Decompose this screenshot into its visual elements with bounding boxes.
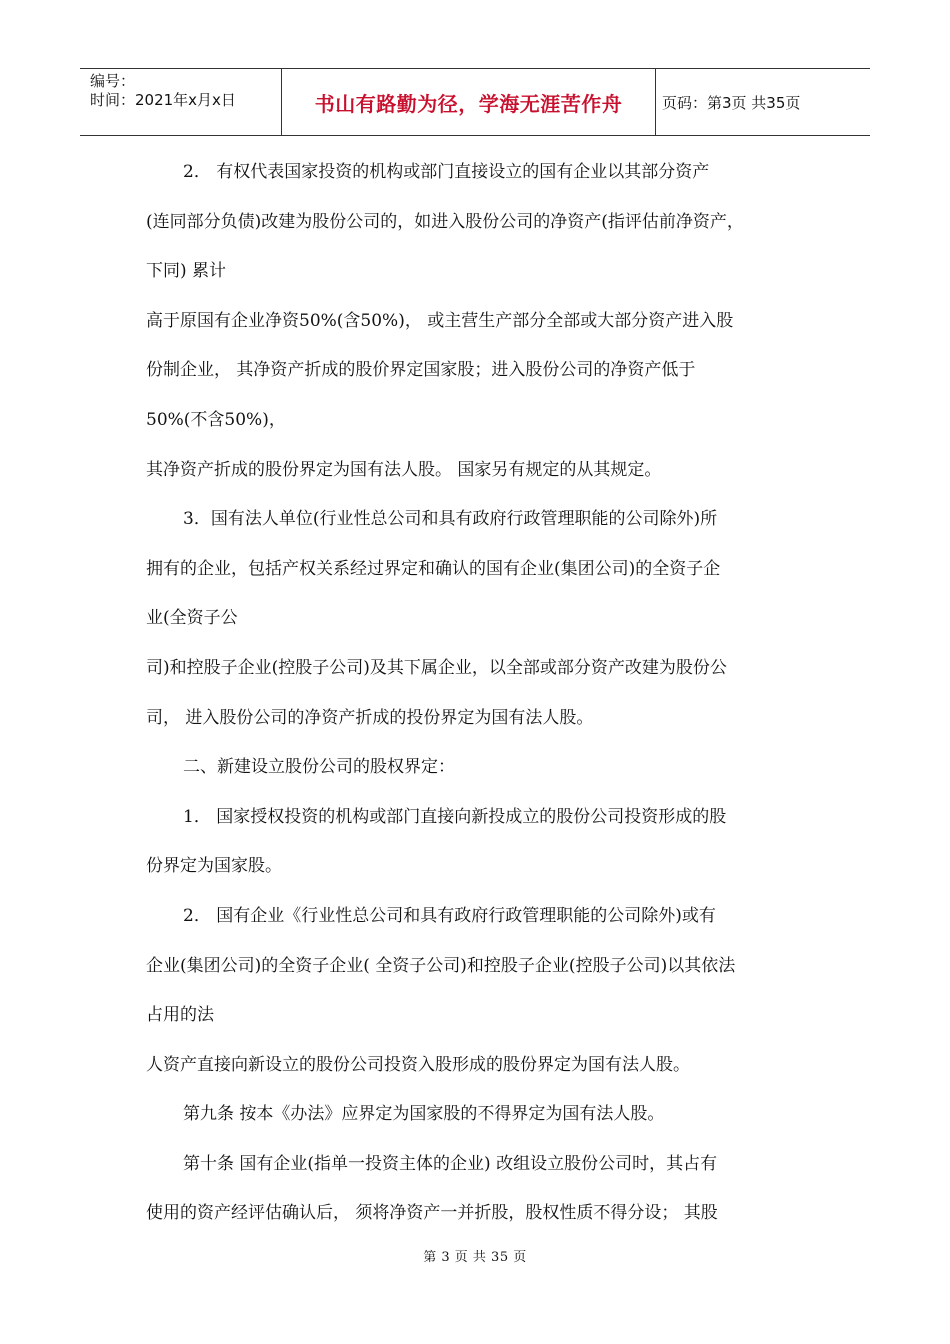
- body-line: 业(全资子公: [146, 608, 238, 629]
- body-line: 下同) 累计: [146, 261, 227, 282]
- body-line: 2． 有权代表国家投资的机构或部门直接设立的国有企业以其部分资产: [183, 162, 710, 182]
- body-line: 使用的资产经评估确认后， 须将净资产一并折股，股权性质不得分设； 其股: [146, 1203, 718, 1224]
- header-motto: 书山有路勤为径，学海无涯苦作舟: [282, 69, 656, 135]
- page-footer: 第 3 页 共 35 页: [423, 1250, 527, 1265]
- body-line: 50%(不含50%)，: [146, 409, 286, 430]
- document-body: [146, 148, 816, 1239]
- header-meta-cell: [80, 69, 282, 135]
- body-line: 第十条 国有企业(指单一投资主体的企业) 改组设立股份公司时，其占有: [183, 1153, 718, 1174]
- body-line: 份制企业， 其净资产折成的股价界定国家股；进入股份公司的净资产低于: [146, 360, 696, 381]
- document-header: [80, 68, 870, 136]
- body-line: 司， 进入股份公司的净资产折成的投份界定为国有法人股。: [146, 707, 594, 728]
- body-line: 司)和控股子企业(控股子公司)及其下属企业，以全部或部分资产改建为股份公: [146, 657, 727, 678]
- body-line: 份界定为国家股。: [146, 856, 282, 877]
- document-date-label: 时间：2021年x月x日: [90, 91, 236, 109]
- body-line: 第九条 按本《办法》应界定为国家股的不得界定为国有法人股。: [183, 1104, 665, 1125]
- body-line: 二、新建设立股份公司的股权界定：: [183, 757, 455, 778]
- body-line: 人资产直接向新设立的股份公司投资入股形成的股份界定为国有法人股。: [146, 1054, 690, 1075]
- body-line: 3．国有法人单位(行业性总公司和具有政府行政管理职能的公司除外)所: [183, 509, 718, 530]
- body-line: 其净资产折成的股份界定为国有法人股。 国家另有规定的从其规定。: [146, 459, 662, 480]
- body-line: 1． 国家授权投资的机构或部门直接向新投成立的股份公司投资形成的股: [183, 806, 727, 827]
- header-page-label: 页码：第3页 共35页: [662, 93, 801, 112]
- document-number-label: 编号：: [90, 72, 136, 90]
- body-line: 占用的法: [146, 1005, 214, 1026]
- body-line: (连同部分负债)改建为股份公司的，如进入股份公司的净资产(指评估前净资产，: [146, 211, 744, 232]
- body-line: 拥有的企业，包括产权关系经过界定和确认的国有企业(集团公司)的全资子企: [146, 558, 721, 579]
- body-line: 2． 国有企业《行业性总公司和具有政府行政管理职能的公司除外)或有: [183, 905, 716, 926]
- body-line: 企业(集团公司)的全资子企业( 全资子公司)和控股子企业(控股子公司)以其依法: [146, 955, 736, 976]
- body-line: 高于原国有企业净资50%(含50%)， 或主营生产部分全部或大部分资产进入股: [146, 310, 734, 331]
